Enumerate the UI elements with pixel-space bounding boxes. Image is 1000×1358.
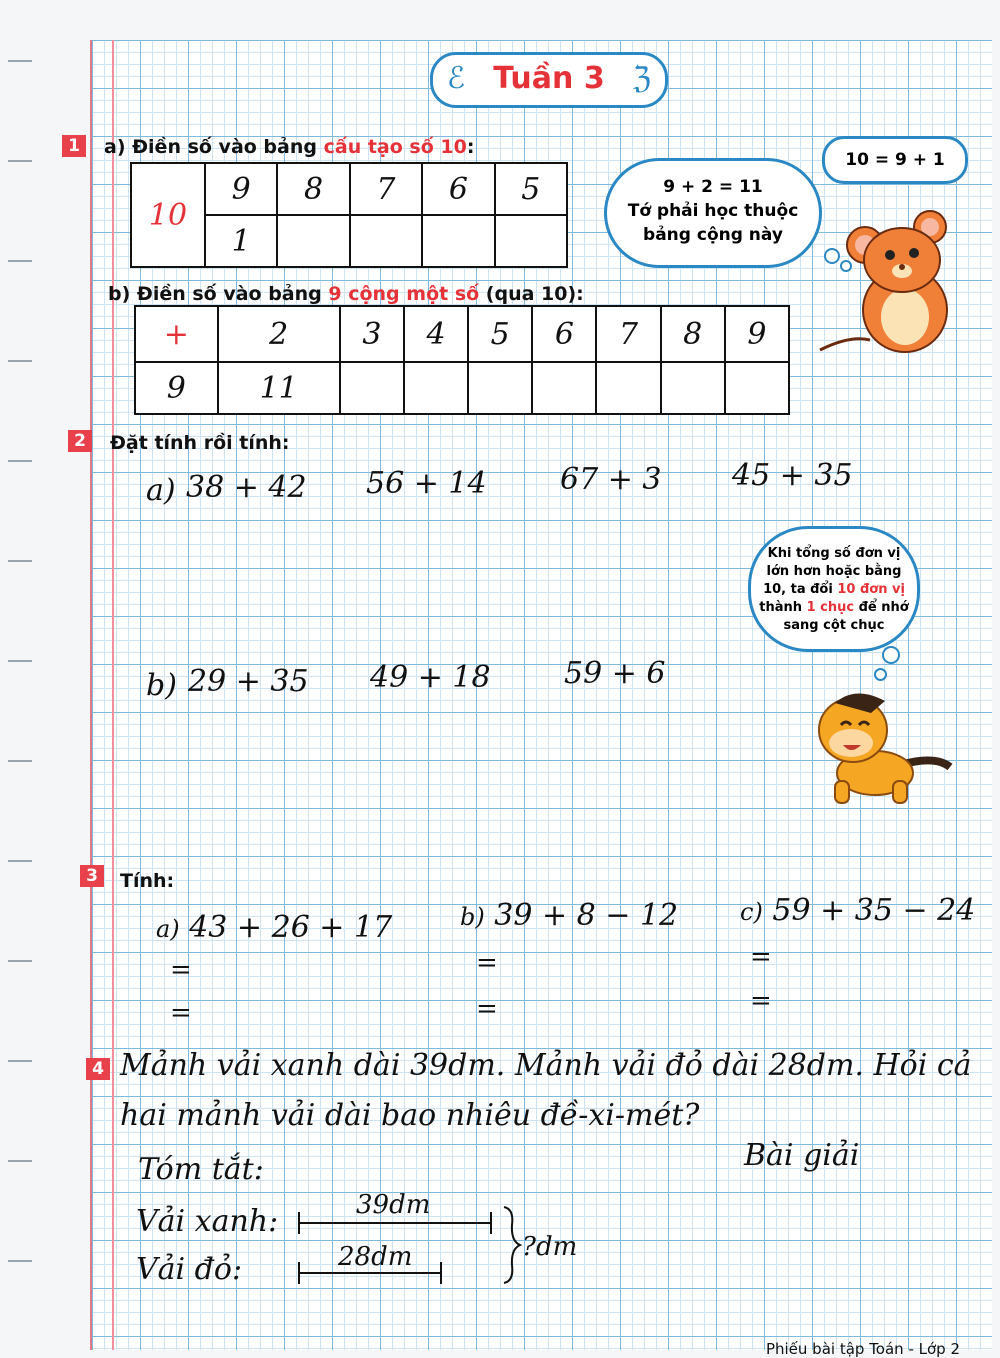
addition-problem: 59 + 6 — [564, 656, 666, 691]
page-title: Tuần 3 — [493, 61, 605, 96]
segment-value-blue: 39dm — [356, 1190, 431, 1220]
equals-sign: = — [170, 998, 192, 1028]
section-3-badge: 3 — [80, 865, 104, 887]
horse-illustration-icon — [805, 685, 955, 810]
thought-bubble — [874, 668, 887, 681]
table-b-answer-cell[interactable] — [596, 362, 660, 414]
cloud-text-line: bảng cộng này — [643, 225, 783, 245]
table-b-plus: + — [135, 306, 218, 362]
table-b-header-cell: 3 — [340, 306, 404, 362]
table-b-header-cell: 9 — [725, 306, 789, 362]
table-b-header-cell: 6 — [532, 306, 596, 362]
addition-problem: 67 + 3 — [560, 462, 662, 497]
equals-sign: = — [476, 948, 498, 978]
table-b-header-cell: 2 — [218, 306, 340, 362]
row-label-red-cloth: Vải đỏ: — [136, 1252, 243, 1287]
table-a-bottom-cell[interactable] — [277, 215, 349, 267]
addition-problem: 38 + 42 — [186, 470, 307, 505]
segment-blue — [298, 1222, 492, 1224]
table-b-header-cell: 5 — [468, 306, 532, 362]
cloud-text-line: Tớ phải học thuộc — [627, 201, 799, 221]
equals-sign: = — [170, 955, 192, 985]
table-a-bottom-cell[interactable]: 1 — [205, 215, 277, 267]
equals-sign: = — [476, 994, 498, 1024]
table-a-whole: 10 — [131, 163, 205, 267]
cloud-10-equals: 10 = 9 + 1 — [822, 136, 968, 184]
addition-problem: 29 + 35 — [188, 664, 309, 699]
segment-tick — [298, 1212, 300, 1234]
table-a-top-cell: 9 — [205, 163, 277, 215]
mouse-speech-cloud — [604, 158, 822, 268]
section-3-heading: Tính: — [120, 870, 175, 892]
segment-red — [298, 1272, 442, 1274]
brace-icon — [500, 1205, 524, 1285]
table-b-header-cell: 8 — [661, 306, 725, 362]
segment-tick — [490, 1212, 492, 1234]
table-b-answer-cell[interactable] — [661, 362, 725, 414]
section-1-badge: 1 — [62, 135, 86, 157]
margin-line — [112, 40, 114, 1350]
section-2-heading: Đặt tính rồi tính: — [110, 432, 290, 454]
equals-sign: = — [750, 986, 772, 1016]
addition-problem: 49 + 18 — [370, 660, 491, 695]
segment-tick — [298, 1262, 300, 1284]
tip-text-line: sang cột chục — [783, 618, 885, 633]
table-b-row-label: 9 — [135, 362, 218, 414]
thought-bubble — [882, 646, 900, 664]
section-1a-instruction: a) Điền số vào bảng cấu tạo số 10: — [104, 136, 475, 158]
expression-b: b) 39 + 8 − 12 — [460, 898, 679, 933]
summary-label: Tóm tắt: — [138, 1152, 264, 1187]
table-b-answer-cell[interactable] — [340, 362, 404, 414]
swirl-left-icon: ℰ — [447, 61, 466, 96]
tip-text-line: 10, ta đổi 10 đơn vị — [763, 582, 905, 597]
part-label-a: a) — [146, 473, 176, 508]
equals-sign: = — [750, 942, 772, 972]
table-a-top-cell: 7 — [350, 163, 422, 215]
segment-tick — [440, 1262, 442, 1284]
addition-problem: 56 + 14 — [366, 466, 487, 501]
word-problem-line-1: Mảnh vải xanh dài 39dm. Mảnh vải đỏ dài 28dm. Hỏi cả — [120, 1048, 972, 1083]
section-1b-instruction: b) Điền số vào bảng 9 cộng một số (qua 10): — [108, 283, 584, 305]
table-a-bottom-cell[interactable] — [350, 215, 422, 267]
addition-problem: 45 + 35 — [732, 458, 853, 493]
cloud-equation: 9 + 2 = 11 — [663, 177, 763, 197]
table-decompose-10 — [130, 162, 568, 268]
section-4-badge: 4 — [86, 1058, 110, 1080]
section-2-badge: 2 — [68, 430, 92, 452]
table-a-top-cell: 5 — [495, 163, 567, 215]
table-a-bottom-cell[interactable] — [495, 215, 567, 267]
part-label-b: b) — [146, 668, 177, 703]
question-total: ?dm — [522, 1232, 578, 1262]
table-b-answer-cell[interactable] — [725, 362, 789, 414]
table-b-answer-cell[interactable] — [404, 362, 468, 414]
table-b-header-cell: 7 — [596, 306, 660, 362]
tip-text-line: thành 1 chục để nhớ — [759, 600, 909, 615]
swirl-right-icon: ℨ — [632, 61, 651, 96]
table-add-9 — [134, 305, 790, 415]
tip-text-line: lớn hơn hoặc bằng — [766, 564, 902, 579]
mouse-illustration-icon — [810, 205, 960, 355]
row-label-blue-cloth: Vải xanh: — [136, 1204, 279, 1239]
binder-holes — [0, 0, 40, 1358]
table-a-bottom-cell[interactable] — [422, 215, 494, 267]
table-b-answer-cell[interactable]: 11 — [218, 362, 340, 414]
tip-cloud — [748, 526, 920, 652]
table-b-header-cell: 4 — [404, 306, 468, 362]
table-b-answer-cell[interactable] — [532, 362, 596, 414]
week-title-badge — [430, 52, 668, 108]
expression-c: c) 59 + 35 − 24 — [740, 893, 976, 928]
word-problem-line-2: hai mảnh vải dài bao nhiêu đề-xi-mét? — [120, 1098, 700, 1133]
segment-value-red: 28dm — [338, 1242, 413, 1272]
table-b-answer-cell[interactable] — [468, 362, 532, 414]
solution-label: Bài giải — [744, 1138, 860, 1173]
tip-text-line: Khi tổng số đơn vị — [767, 546, 901, 561]
table-a-top-cell: 8 — [277, 163, 349, 215]
table-a-top-cell: 6 — [422, 163, 494, 215]
page-footer: Phiếu bài tập Toán - Lớp 2 — [765, 1340, 960, 1358]
expression-a: a) 43 + 26 + 17 — [156, 910, 393, 945]
